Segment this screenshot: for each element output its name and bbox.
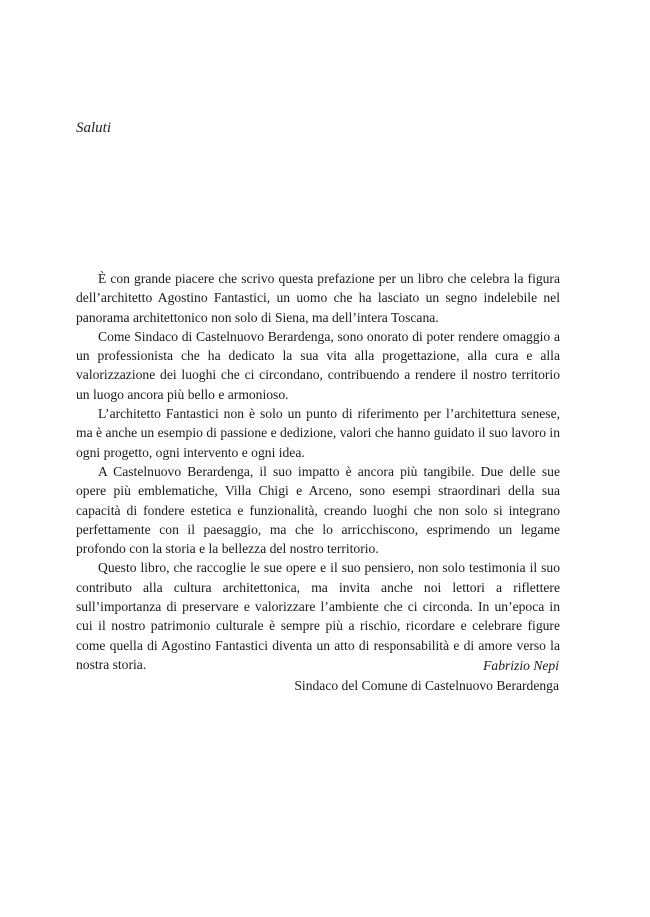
paragraph: L’architetto Fantastici non è solo un punto di riferimento per l’architettura senese, ma è anche un esempio di passione e dedizione, valori che hanno guidato il suo lavoro in ogni progetto, ogni intervento e ogni idea. <box>76 406 560 460</box>
paragraph: È con grande piacere che scrivo questa prefazione per un libro che celebra la figura dell’architetto Agostino Fantastici, un uomo che ha lasciato un segno indelebile nel panorama architettonico non solo di Siena, ma dell’intera Toscana. <box>76 271 560 325</box>
paragraph: Questo libro, che raccoglie le sue opere e il suo pensiero, non solo testimonia il suo contributo alla cultura architettonica, ma invita anche noi lettori a riflettere sull’importanza di preservare e valorizzare l’ambiente che ci circonda. In un’epoca in cui il nostro patrimonio culturale è sempre più a rischio, ricordare e celebrare figure come quella di Agostino Fantastici diventa un atto di responsabilità e di amore verso la nostra storia. <box>76 560 560 672</box>
signature-block <box>294 656 559 695</box>
body-text <box>76 269 560 674</box>
signature-role: Sindaco del Comune di Castelnuovo Berardenga <box>294 677 559 693</box>
signature-name: Fabrizio Nepi <box>483 658 559 673</box>
paragraph: A Castelnuovo Berardenga, il suo impatto è ancora più tangibile. Due delle sue opere più emblematiche, Villa Chigi e Arceno, sono esempi straordinari della sua capacità di fondere estetica e funzionalità, creando luoghi che non solo si integrano perfettamente con il paesaggio, ma che lo arricchiscono, esprimendo un legame profondo con la storia e la bellezza del nostro territorio. <box>76 463 560 557</box>
paragraph: Come Sindaco di Castelnuovo Berardenga, sono onorato di poter rendere omaggio a un professionista che ha dedicato la sua vita alla progettazione, alla cura e alla valorizzazione dei luoghi che ci circondano, contribuendo a rendere il nostro territorio un luogo ancora più bello e armonioso. <box>76 328 560 402</box>
section-title: Saluti <box>76 120 112 136</box>
